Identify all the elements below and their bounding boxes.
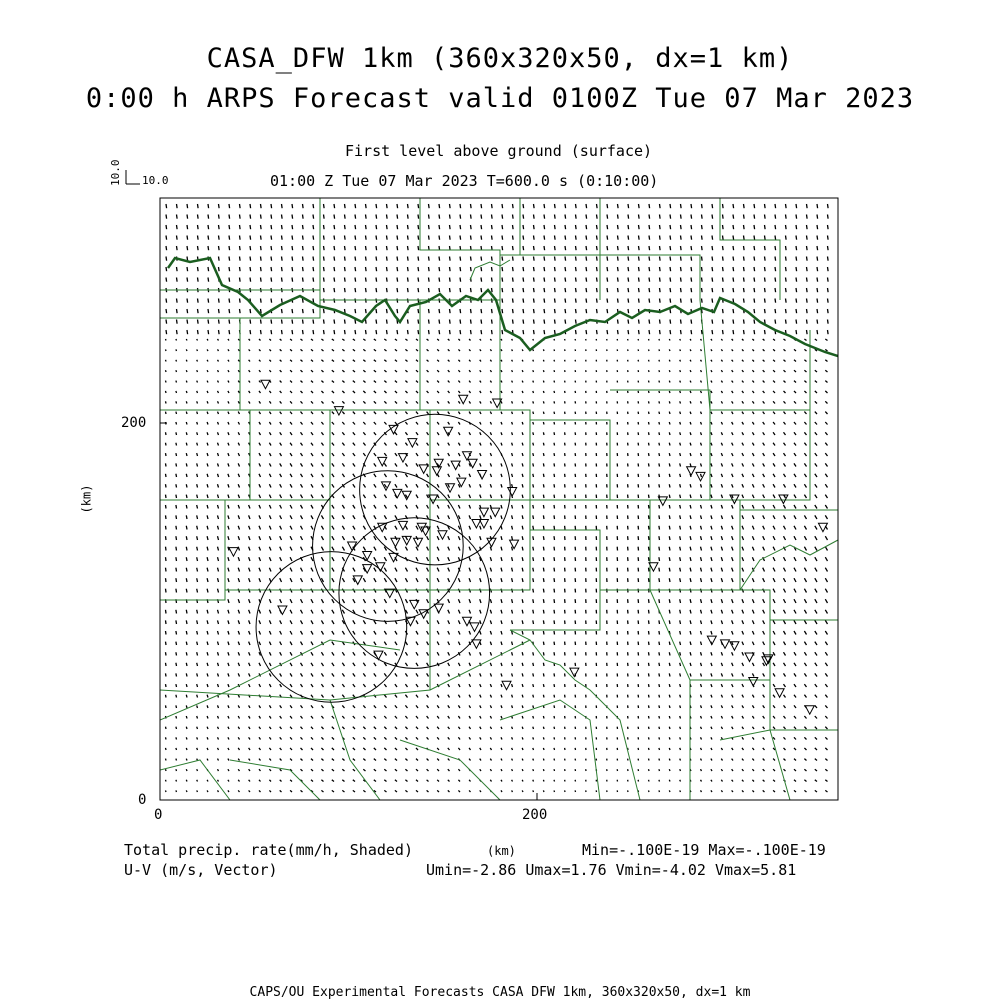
station-marker xyxy=(402,491,411,500)
station-marker xyxy=(570,668,579,677)
station-marker xyxy=(478,471,487,480)
station-marker xyxy=(446,484,455,493)
wind-vector-field xyxy=(166,204,829,792)
station-marker xyxy=(457,478,466,487)
wind-vectors xyxy=(166,204,829,792)
station-marker xyxy=(775,689,784,698)
title-line-2: 0:00 h ARPS Forecast valid 0100Z Tue 07 Mar 2023 xyxy=(85,83,915,114)
x-axis-label: (km) xyxy=(487,844,516,858)
station-marker xyxy=(434,604,443,613)
radar-ring-1 xyxy=(360,414,511,565)
station-marker xyxy=(438,531,447,540)
station-marker xyxy=(391,538,400,547)
station-marker xyxy=(491,508,500,517)
station-marker xyxy=(334,407,343,416)
credit-line: CAPS/OU Experimental Forecasts CASA DFW 1km, 360x320x50, dx=1 km xyxy=(249,985,751,1000)
station-marker xyxy=(696,472,705,481)
station-markers xyxy=(229,380,827,714)
station-marker xyxy=(687,467,696,476)
title-line-1: CASA_DFW 1km (360x320x50, dx=1 km) xyxy=(206,43,794,74)
station-marker xyxy=(779,495,788,504)
station-marker xyxy=(805,706,814,715)
river-tributary xyxy=(470,260,510,280)
station-marker xyxy=(730,495,739,504)
station-marker xyxy=(510,540,519,549)
radar-ring-4 xyxy=(256,552,407,703)
radar-ring-2 xyxy=(313,471,464,622)
vector-key-v-label: 10.0 xyxy=(109,159,122,186)
footer-minmax-precip: Min=-.100E-19 Max=-.100E-19 xyxy=(582,841,826,859)
station-marker xyxy=(408,439,417,448)
station-marker xyxy=(444,427,453,436)
station-marker xyxy=(745,653,754,662)
station-marker xyxy=(502,681,511,690)
footer-field-precip: Total precip. rate(mm/h, Shaded) xyxy=(124,841,413,859)
y-axis-label: (km) xyxy=(79,484,94,514)
station-marker xyxy=(229,548,238,557)
x-tick-200: 200 xyxy=(522,807,548,823)
footer-field-wind: U-V (m/s, Vector) xyxy=(124,861,278,879)
vector-key xyxy=(109,160,169,188)
station-marker xyxy=(470,623,479,632)
footer-minmax-wind: Umin=-2.86 Umax=1.76 Vmin=-4.02 Vmax=5.81 xyxy=(426,861,797,879)
station-marker xyxy=(393,489,402,498)
vector-key-u-label: 10.0 xyxy=(142,174,169,187)
station-marker xyxy=(398,521,407,530)
river-east xyxy=(740,540,838,590)
station-marker xyxy=(472,640,481,649)
y-tick-200: 200 xyxy=(121,415,147,431)
station-marker xyxy=(730,642,739,651)
y-tick-0: 0 xyxy=(138,792,147,808)
station-marker xyxy=(419,465,428,474)
level-label: First level above ground (surface) xyxy=(345,142,653,160)
river-line xyxy=(168,258,838,356)
station-marker xyxy=(479,508,488,517)
valid-time-label: 01:00 Z Tue 07 Mar 2023 T=600.0 s (0:10:00) xyxy=(270,172,659,190)
station-marker xyxy=(658,497,667,506)
x-tick-0: 0 xyxy=(154,807,163,823)
station-marker xyxy=(261,380,270,389)
